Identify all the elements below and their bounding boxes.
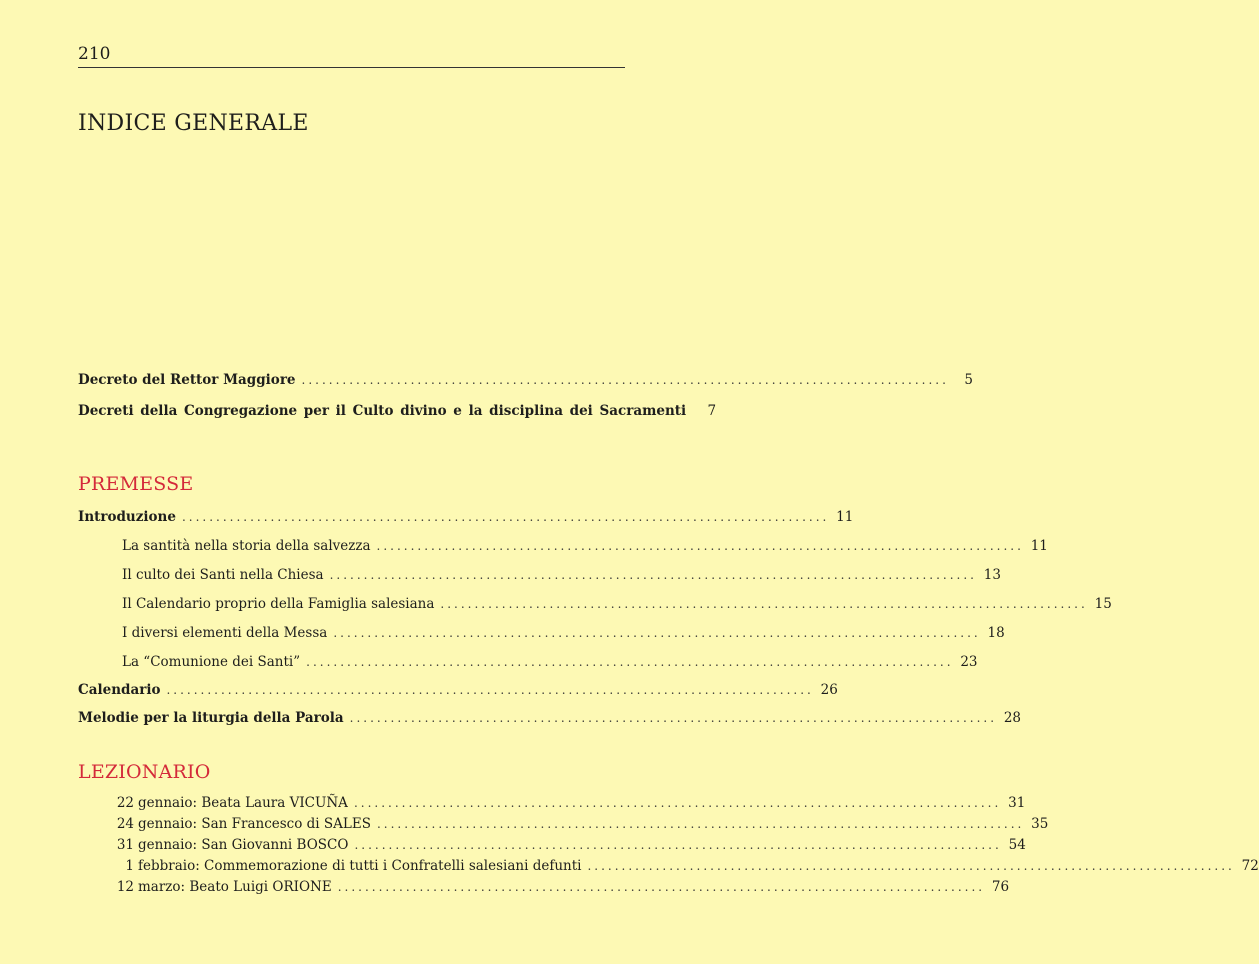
toc-entry-page: 5 [964, 372, 973, 388]
toc-entry-page: 13 [983, 567, 1001, 583]
toc-subentry[interactable] [122, 567, 1001, 587]
toc-entry-label: Decreti della Congregazione per il Culto divino e la disciplina dei Sacramenti [78, 403, 687, 419]
dot-leader: ............................................................................................... [376, 817, 1025, 831]
dot-leader: ............................................................................................... [329, 568, 977, 582]
toc-entry-decreto[interactable] [78, 372, 973, 392]
toc-entry-label-group [78, 837, 348, 853]
toc-entry-melodie[interactable] [78, 710, 1022, 730]
toc-entry-label: Il Calendario proprio della Famiglia salesiana [122, 596, 435, 612]
section-heading-lezionario: LEZIONARIO [78, 761, 211, 783]
toc-entry-page: 28 [1003, 710, 1022, 726]
toc-entry-page: 18 [987, 625, 1005, 641]
toc-lezionario-entry[interactable] [78, 816, 1049, 836]
dot-leader: ............................................................................................... [333, 626, 981, 640]
dot-leader: ............................................................................................... [376, 539, 1024, 553]
toc-entry-page: 7 [707, 403, 717, 419]
toc-entry-label: marzo: Beato Luigi ORIONE [138, 879, 332, 895]
toc-entry-label-group [78, 879, 332, 895]
toc-lezionario-entry[interactable] [78, 858, 1259, 878]
dot-leader: ............................................................................................... [337, 880, 986, 894]
dot-leader: ............................................................................................... [181, 510, 830, 524]
toc-entry-label: I diversi elementi della Messa [122, 625, 328, 641]
dot-leader: ............................................................................................... [353, 796, 1002, 810]
dot-leader: ............................................................................................... [349, 711, 998, 725]
toc-subentry[interactable] [122, 538, 1048, 558]
toc-entry-decreti[interactable] [78, 403, 717, 423]
dot-leader: ............................................................................................... [587, 859, 1235, 873]
toc-entry-label: febbraio: Commemorazione di tutti i Confratelli salesiani defunti [138, 858, 582, 874]
toc-entry-label: Calendario [78, 682, 161, 698]
toc-lezionario-entry[interactable] [78, 795, 1026, 815]
entry-day: 22 [116, 795, 134, 811]
header-rule [78, 67, 625, 68]
toc-entry-page: 26 [820, 682, 838, 698]
dot-leader: ............................................................................................... [301, 373, 949, 387]
toc-entry-label: La santità nella storia della salvezza [122, 538, 371, 554]
entry-day: 1 [125, 858, 134, 874]
toc-entry-page: 54 [1008, 837, 1026, 853]
toc-entry-page: 11 [1030, 538, 1048, 554]
toc-entry-introduzione[interactable] [78, 509, 854, 529]
page-number: 210 [78, 44, 111, 64]
toc-subentry[interactable] [122, 596, 1112, 616]
toc-entry-label: gennaio: San Francesco di SALES [138, 816, 371, 832]
toc-entry-label: Decreto del Rettor Maggiore [78, 372, 296, 388]
dot-leader: ............................................................................................... [166, 683, 814, 697]
page-title: INDICE GENERALE [78, 111, 309, 136]
toc-lezionario-entry[interactable] [78, 879, 1010, 899]
toc-entry-label: Il culto dei Santi nella Chiesa [122, 567, 324, 583]
toc-entry-page: 23 [960, 654, 978, 670]
toc-entry-page: 15 [1094, 596, 1112, 612]
dot-leader: ............................................................................................... [306, 655, 954, 669]
toc-entry-label: Introduzione [78, 509, 176, 525]
toc-entry-label: Melodie per la liturgia della Parola [78, 710, 344, 726]
toc-subentry[interactable] [122, 625, 1005, 645]
toc-entry-page: 11 [836, 509, 854, 525]
section-heading-premesse: PREMESSE [78, 473, 194, 495]
toc-entry-page: 72 [1241, 858, 1259, 874]
entry-day: 12 [116, 879, 134, 895]
toc-entry-label-group [78, 858, 581, 874]
toc-entry-label-group [78, 816, 371, 832]
entry-day: 24 [116, 816, 134, 832]
toc-entry-page: 35 [1031, 816, 1049, 832]
toc-entry-label-group [78, 795, 348, 811]
dot-leader: ............................................................................................... [440, 597, 1088, 611]
entry-day: 31 [116, 837, 134, 853]
toc-entry-label: La “Comunione dei Santi” [122, 654, 301, 670]
toc-subentry[interactable] [122, 654, 978, 674]
toc-entry-label: gennaio: San Giovanni BOSCO [138, 837, 349, 853]
toc-entry-calendario[interactable] [78, 682, 838, 702]
dot-leader: ............................................................................................... [354, 838, 1002, 852]
toc-lezionario-entry[interactable] [78, 837, 1026, 857]
toc-entry-label: gennaio: Beata Laura VICUÑA [138, 795, 348, 811]
toc-entry-page: 76 [991, 879, 1010, 895]
toc-entry-page: 31 [1008, 795, 1026, 811]
